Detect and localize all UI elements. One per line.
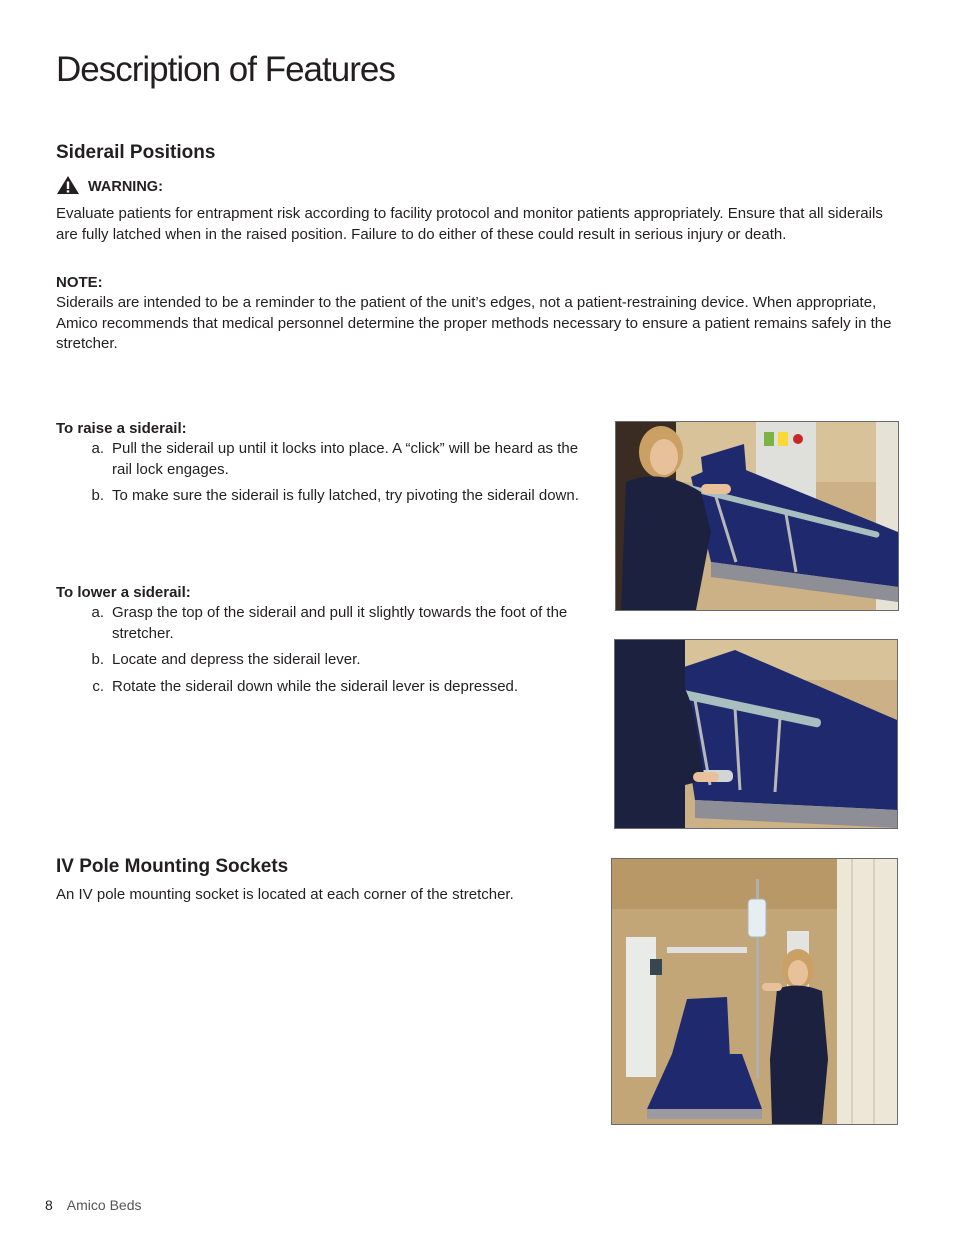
- page-number: 8: [45, 1197, 53, 1213]
- lower-steps-list: [56, 603, 601, 703]
- note-text: Siderails are intended to be a reminder to the patient of the unit’s edges, not a patient-restraining device. When appropriate, Amico recommends that medical personnel determine the proper methods necessary to ensure a patient remains safely in the stretcher.: [56, 294, 892, 352]
- list-item: [56, 603, 601, 644]
- warning-label: [56, 175, 163, 195]
- list-item: [56, 439, 601, 480]
- list-marker: c.: [92, 677, 104, 695]
- page-title: Description of Features: [56, 50, 395, 89]
- iv-pole-heading: IV Pole Mounting Sockets: [56, 856, 289, 877]
- raise-steps-list: [56, 439, 601, 513]
- list-item: [56, 650, 601, 671]
- list-marker: b.: [91, 487, 104, 504]
- list-item-text: Locate and depress the siderail lever.: [112, 651, 361, 668]
- iv-pole-text: An IV pole mounting socket is located at each corner of the stretcher.: [56, 886, 514, 903]
- page-footer: [45, 1197, 142, 1213]
- list-marker: a.: [91, 604, 104, 621]
- list-marker: a.: [91, 440, 104, 457]
- footer-product: Amico Beds: [66, 1197, 142, 1213]
- note-label: NOTE:: [56, 274, 103, 291]
- photo-raise-siderail: [615, 421, 899, 611]
- warning-icon: [56, 175, 80, 195]
- list-item-text: To make sure the siderail is fully latched, try pivoting the siderail down.: [112, 487, 579, 504]
- list-item: [56, 486, 601, 507]
- list-item-text: Grasp the top of the siderail and pull it slightly towards the foot of the stretcher.: [112, 604, 568, 642]
- photo-lower-siderail: [614, 639, 898, 829]
- warning-label-text: WARNING:: [88, 179, 163, 195]
- lower-siderail-label: To lower a siderail:: [56, 584, 191, 601]
- siderail-heading: Siderail Positions: [56, 142, 216, 163]
- list-marker: b.: [91, 651, 104, 668]
- list-item-text: Rotate the siderail down while the siderail lever is depressed.: [112, 677, 519, 695]
- list-item: [56, 677, 601, 698]
- raise-siderail-label: To raise a siderail:: [56, 420, 187, 437]
- photo-iv-pole: [611, 858, 898, 1125]
- warning-text: Evaluate patients for entrapment risk according to facility protocol and monitor patients appropriately. Ensure that all siderails are fully latched when in the raised position. Failure to do either of these could result in serious injury or death.: [56, 205, 883, 243]
- list-item-text: Pull the siderail up until it locks into place. A “click” will be heard as the rail lock engages.: [112, 440, 579, 478]
